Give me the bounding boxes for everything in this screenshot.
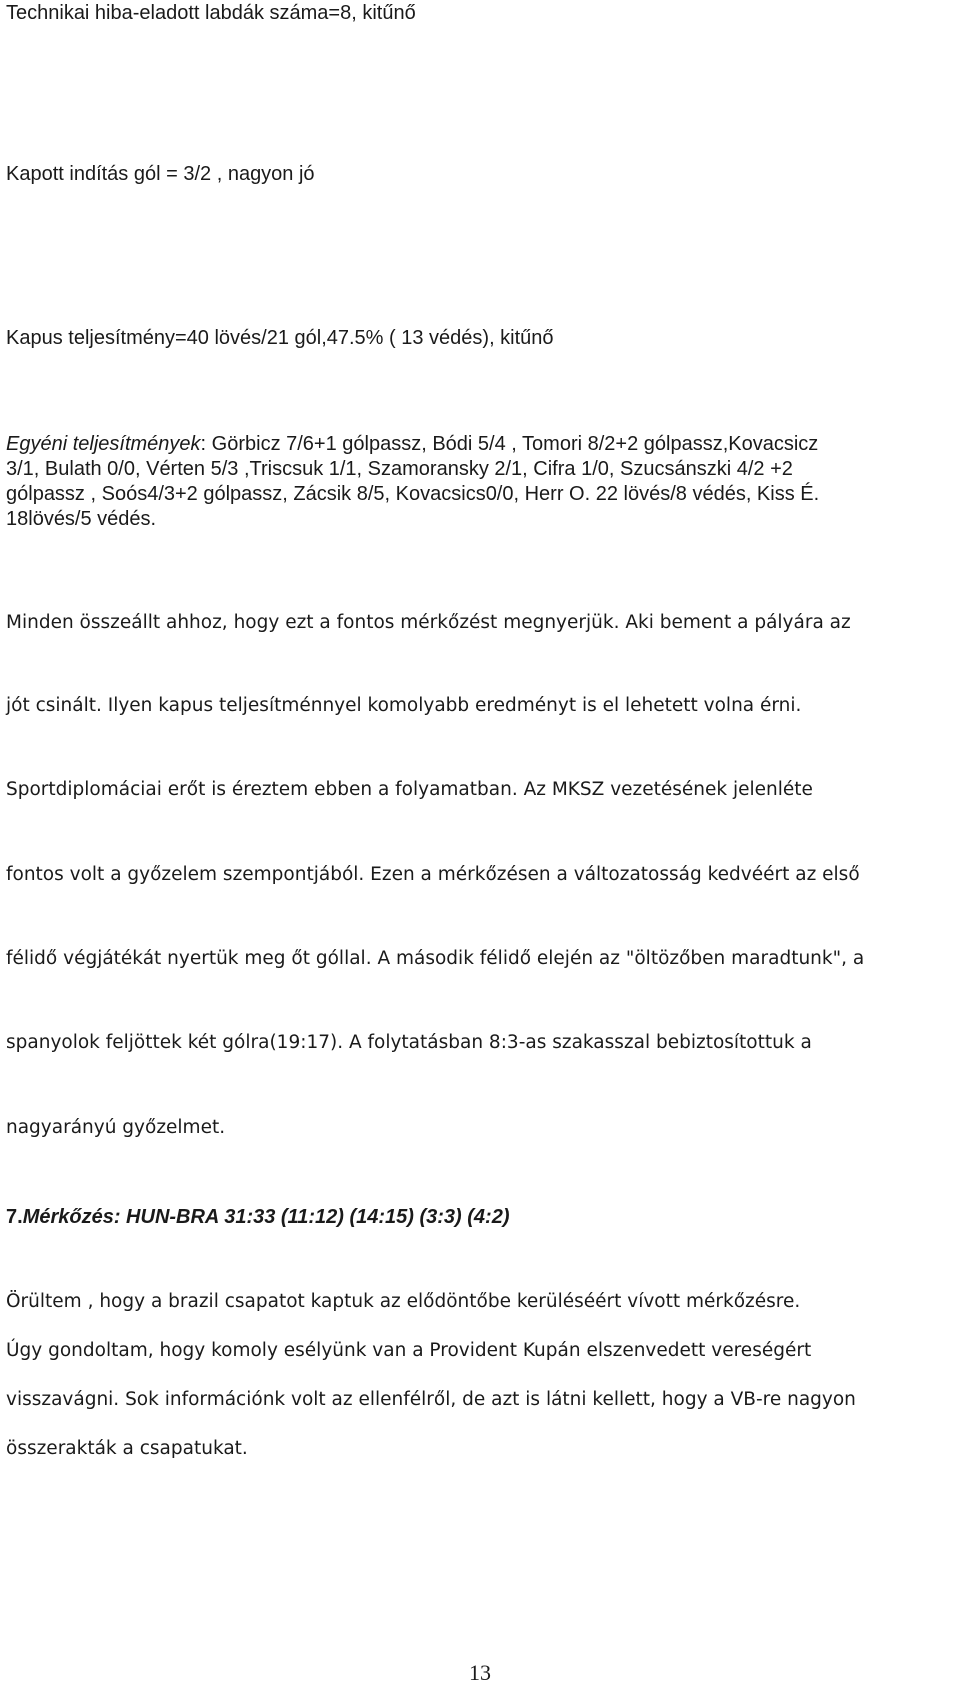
commentary-line-6: spanyolok feljöttek két gólra(19:17). A folytatásban 8:3-as szakasszal bebiztosítottuk a [6,1032,812,1053]
commentary-line-1: Minden összeállt ahhoz, hogy ezt a fontos mérkőzést megnyerjük. Aki bement a pályára az [6,612,851,633]
commentary-line-2: jót csinált. Ilyen kapus teljesítménnyel komolyabb eredményt is el lehetett volna érni. [6,695,802,716]
individual-performance-line-3: gólpassz , Soós4/3+2 gólpassz, Zácsik 8/5, Kovacsics0/0, Herr O. 22 lövés/8 védés, Kiss É. [6,483,820,505]
individual-performance-line-1 [6,431,818,457]
match-7-number: 7. [6,1206,23,1228]
individual-performance-text: : Görbicz 7/6+1 gólpassz, Bódi 5/4 , Tomori 8/2+2 gólpassz,Kovacsicz [200,433,819,455]
technical-errors-line: Technikai hiba-eladott labdák száma=8, kitűnő [6,2,416,24]
individual-performance-label: Egyéni teljesítmények [6,433,201,455]
individual-performance-line-2: 3/1, Bulath 0/0, Vérten 5/3 ,Triscsuk 1/1, Szamoransky 2/1, Cifra 1/0, Szucsánszki 4/2 +2 [6,458,793,480]
individual-performance-line-4: 18lövés/5 védés. [6,508,157,530]
commentary-line-4: fontos volt a győzelem szempontjából. Ezen a mérkőzésen a változatosság kedvéért az első [6,864,860,885]
match-7-text-line-3: visszavágni. Sok információnk volt az ellenfélről, de azt is látni kellett, hogy a VB-re nagyon [6,1389,856,1410]
match-7-text-line-4: összerakták a csapatukat. [6,1438,248,1459]
commentary-line-5: félidő végjátékát nyertük meg őt góllal. A második félidő elején az "öltözőben maradtunk", a [6,948,865,969]
match-7-text-line-1: Örültem , hogy a brazil csapatot kaptuk az elődöntőbe kerüléséért vívott mérkőzésre. [6,1291,801,1312]
page-number: 13 [469,1660,491,1685]
match-7-title: Mérkőzés: HUN-BRA 31:33 (11:12) (14:15) (3:3) (4:2) [22,1206,510,1228]
match-7-text-line-2: Úgy gondoltam, hogy komoly esélyünk van a Provident Kupán elszenvedett vereségért [6,1340,812,1361]
goalkeeping-line: Kapus teljesítmény=40 lövés/21 gól,47.5% ( 13 védés), kitűnő [6,327,554,349]
match-7-heading [6,1204,509,1230]
commentary-line-7: nagyarányú győzelmet. [6,1117,226,1138]
fastbreak-line: Kapott indítás gól = 3/2 , nagyon jó [6,163,315,185]
commentary-line-3: Sportdiplomáciai erőt is éreztem ebben a folyamatban. Az MKSZ vezetésének jelenléte [6,779,813,800]
